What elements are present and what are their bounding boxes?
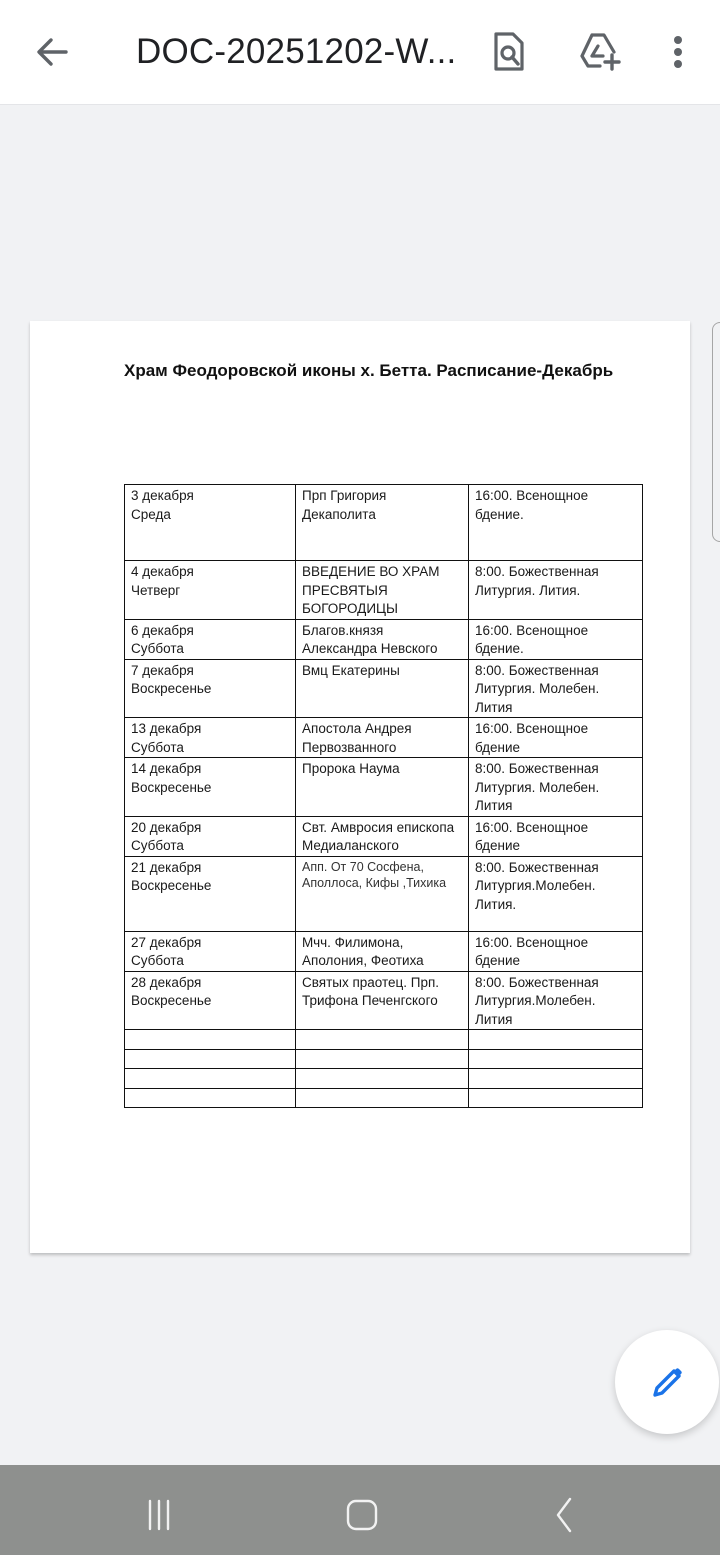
arrow-left-icon bbox=[30, 30, 74, 74]
date: 28 декабря bbox=[131, 974, 202, 990]
feast-cell bbox=[296, 931, 469, 971]
schedule-row bbox=[125, 718, 643, 758]
schedule-row bbox=[125, 971, 643, 1030]
feast-line: Медиаланского bbox=[302, 838, 399, 853]
add-to-drive-button[interactable] bbox=[576, 28, 624, 76]
schedule-heading: Храм Феодоровской иконы х. Бетта. Расписание-Декабрь bbox=[124, 361, 614, 380]
date-cell bbox=[125, 971, 296, 1030]
file-search-icon bbox=[485, 28, 533, 76]
service-cell bbox=[469, 856, 643, 931]
feast-cell bbox=[296, 718, 469, 758]
feast-line: Пророка Наума bbox=[302, 761, 400, 776]
empty-cell bbox=[125, 1088, 296, 1108]
date-cell bbox=[125, 856, 296, 931]
more-options-button[interactable] bbox=[654, 28, 702, 76]
date: 4 декабря bbox=[131, 564, 194, 579]
empty-cell bbox=[296, 1049, 469, 1069]
service-cell bbox=[469, 816, 643, 856]
service-line: бдение. bbox=[475, 641, 524, 656]
recent-apps-button[interactable] bbox=[142, 1493, 182, 1533]
feast-line: Вмц Екатерины bbox=[302, 662, 400, 678]
date-cell bbox=[125, 758, 296, 817]
service-line: Литургия. Молебен. bbox=[475, 779, 600, 795]
service-line: 16:00. Всенощное bbox=[475, 934, 589, 950]
feast-line: Трифона Печенгского bbox=[302, 993, 438, 1008]
service-line: Литургия.Молебен. bbox=[475, 878, 596, 893]
home-button[interactable] bbox=[342, 1493, 382, 1533]
service-cell bbox=[469, 659, 643, 718]
empty-cell bbox=[125, 1030, 296, 1050]
feast-cell bbox=[296, 856, 469, 931]
empty-row bbox=[125, 1088, 643, 1108]
feast-line: Благов.князя bbox=[302, 622, 384, 638]
empty-cell bbox=[125, 1049, 296, 1069]
weekday: Суббота bbox=[131, 739, 184, 755]
feast-line: Апп. От 70 Сосфена, bbox=[302, 859, 424, 874]
feast-line: Мчч. Филимона, bbox=[302, 934, 404, 950]
service-line: 8:00. Божественная bbox=[475, 974, 599, 990]
empty-row bbox=[125, 1030, 643, 1050]
date-cell bbox=[125, 718, 296, 758]
service-cell bbox=[469, 718, 643, 758]
schedule-row bbox=[125, 758, 643, 817]
service-line: 16:00. Всенощное bbox=[475, 488, 589, 503]
weekday: Среда bbox=[131, 506, 171, 522]
date: 7 декабря bbox=[131, 662, 194, 678]
weekday: Суббота bbox=[131, 953, 184, 968]
weekday: Суббота bbox=[131, 641, 184, 656]
empty-cell bbox=[296, 1069, 469, 1089]
empty-cell bbox=[469, 1049, 643, 1069]
schedule-row bbox=[125, 561, 643, 620]
service-line: Литургия. Лития. bbox=[475, 582, 581, 598]
date: 20 декабря bbox=[131, 819, 202, 835]
service-line: 8:00. Божественная bbox=[475, 564, 599, 579]
schedule-row bbox=[125, 816, 643, 856]
date: 27 декабря bbox=[131, 934, 202, 950]
feast-line: ПРЕСВЯТЫЯ bbox=[302, 582, 388, 598]
weekday: Воскресенье bbox=[131, 878, 212, 893]
schedule-row bbox=[125, 931, 643, 971]
feast-line: Декаполита bbox=[302, 506, 376, 522]
system-navigation-bar bbox=[0, 1465, 720, 1555]
service-cell bbox=[469, 619, 643, 659]
weekday: Четверг bbox=[131, 582, 181, 598]
feast-cell bbox=[296, 758, 469, 817]
service-line: Лития bbox=[475, 699, 513, 715]
service-line: Лития bbox=[475, 798, 513, 813]
service-cell bbox=[469, 485, 643, 561]
empty-cell bbox=[296, 1088, 469, 1108]
service-cell bbox=[469, 561, 643, 620]
date-cell bbox=[125, 659, 296, 718]
weekday: Воскресенье bbox=[131, 993, 212, 1008]
feast-line: Аполлоса, Кифы ,Тихика bbox=[302, 875, 447, 890]
date: 21 декабря bbox=[131, 859, 202, 875]
service-line: Лития. bbox=[475, 896, 517, 912]
empty-cell bbox=[469, 1030, 643, 1050]
edit-pencil-icon bbox=[647, 1362, 687, 1402]
empty-row bbox=[125, 1049, 643, 1069]
feast-cell bbox=[296, 659, 469, 718]
service-line: бдение bbox=[475, 739, 521, 755]
schedule-row bbox=[125, 485, 643, 561]
empty-cell bbox=[125, 1069, 296, 1089]
schedule-row bbox=[125, 659, 643, 718]
feast-line: Апостола Андрея bbox=[302, 721, 412, 736]
home-icon bbox=[342, 1493, 382, 1533]
feast-line: Прп Григория bbox=[302, 488, 387, 503]
service-cell bbox=[469, 758, 643, 817]
schedule-row bbox=[125, 619, 643, 659]
service-line: 8:00. Божественная bbox=[475, 761, 599, 776]
date-cell bbox=[125, 619, 296, 659]
feast-cell bbox=[296, 561, 469, 620]
service-cell bbox=[469, 971, 643, 1030]
back-icon bbox=[546, 1493, 586, 1533]
date-cell bbox=[125, 931, 296, 971]
feast-line: Свт. Амвросия епископа bbox=[302, 819, 455, 835]
recent-apps-icon bbox=[142, 1493, 182, 1533]
date: 3 декабря bbox=[131, 488, 194, 503]
date: 6 декабря bbox=[131, 622, 194, 638]
back-button[interactable] bbox=[30, 30, 74, 74]
empty-row bbox=[125, 1069, 643, 1089]
date-cell bbox=[125, 561, 296, 620]
empty-cell bbox=[469, 1088, 643, 1108]
date: 14 декабря bbox=[131, 761, 202, 776]
service-line: бдение. bbox=[475, 506, 524, 522]
document-title: DOC-20251202-W... bbox=[136, 32, 457, 71]
drive-add-icon bbox=[576, 28, 624, 76]
search-in-document-button[interactable] bbox=[485, 28, 533, 76]
app-bar bbox=[0, 0, 720, 105]
weekday: Воскресенье bbox=[131, 681, 212, 696]
schedule-row bbox=[125, 856, 643, 931]
service-line: Литургия. Молебен. bbox=[475, 681, 600, 696]
date-cell bbox=[125, 485, 296, 561]
service-line: 8:00. Божественная bbox=[475, 662, 599, 678]
edit-button[interactable] bbox=[615, 1330, 719, 1434]
weekday: Воскресенье bbox=[131, 779, 212, 795]
feast-line: Первозванного bbox=[302, 739, 397, 755]
service-line: Литургия.Молебен. bbox=[475, 993, 596, 1008]
feast-line: Аполония, Феотиха bbox=[302, 953, 424, 968]
date-cell bbox=[125, 816, 296, 856]
weekday: Суббота bbox=[131, 838, 184, 853]
schedule-table bbox=[124, 484, 643, 1108]
scrollbar-thumb[interactable] bbox=[712, 322, 720, 542]
feast-line: ВВЕДЕНИЕ ВО ХРАМ bbox=[302, 564, 440, 579]
service-line: 8:00. Божественная bbox=[475, 859, 599, 875]
service-line: бдение bbox=[475, 953, 521, 968]
date: 13 декабря bbox=[131, 721, 202, 736]
service-line: Лития bbox=[475, 1011, 513, 1027]
feast-line: Александра Невского bbox=[302, 641, 438, 656]
service-line: бдение bbox=[475, 838, 521, 853]
empty-cell bbox=[469, 1069, 643, 1089]
feast-cell bbox=[296, 971, 469, 1030]
service-line: 16:00. Всенощное bbox=[475, 819, 589, 835]
feast-line: Святых праотец. Прп. bbox=[302, 974, 440, 990]
service-line: 16:00. Всенощное bbox=[475, 721, 589, 736]
more-vert-icon bbox=[654, 28, 702, 76]
feast-line: БОГОРОДИЦЫ bbox=[302, 601, 398, 616]
system-back-button[interactable] bbox=[546, 1493, 586, 1533]
service-cell bbox=[469, 931, 643, 971]
empty-cell bbox=[296, 1030, 469, 1050]
service-line: 16:00. Всенощное bbox=[475, 622, 589, 638]
feast-cell bbox=[296, 619, 469, 659]
feast-cell bbox=[296, 816, 469, 856]
feast-cell bbox=[296, 485, 469, 561]
